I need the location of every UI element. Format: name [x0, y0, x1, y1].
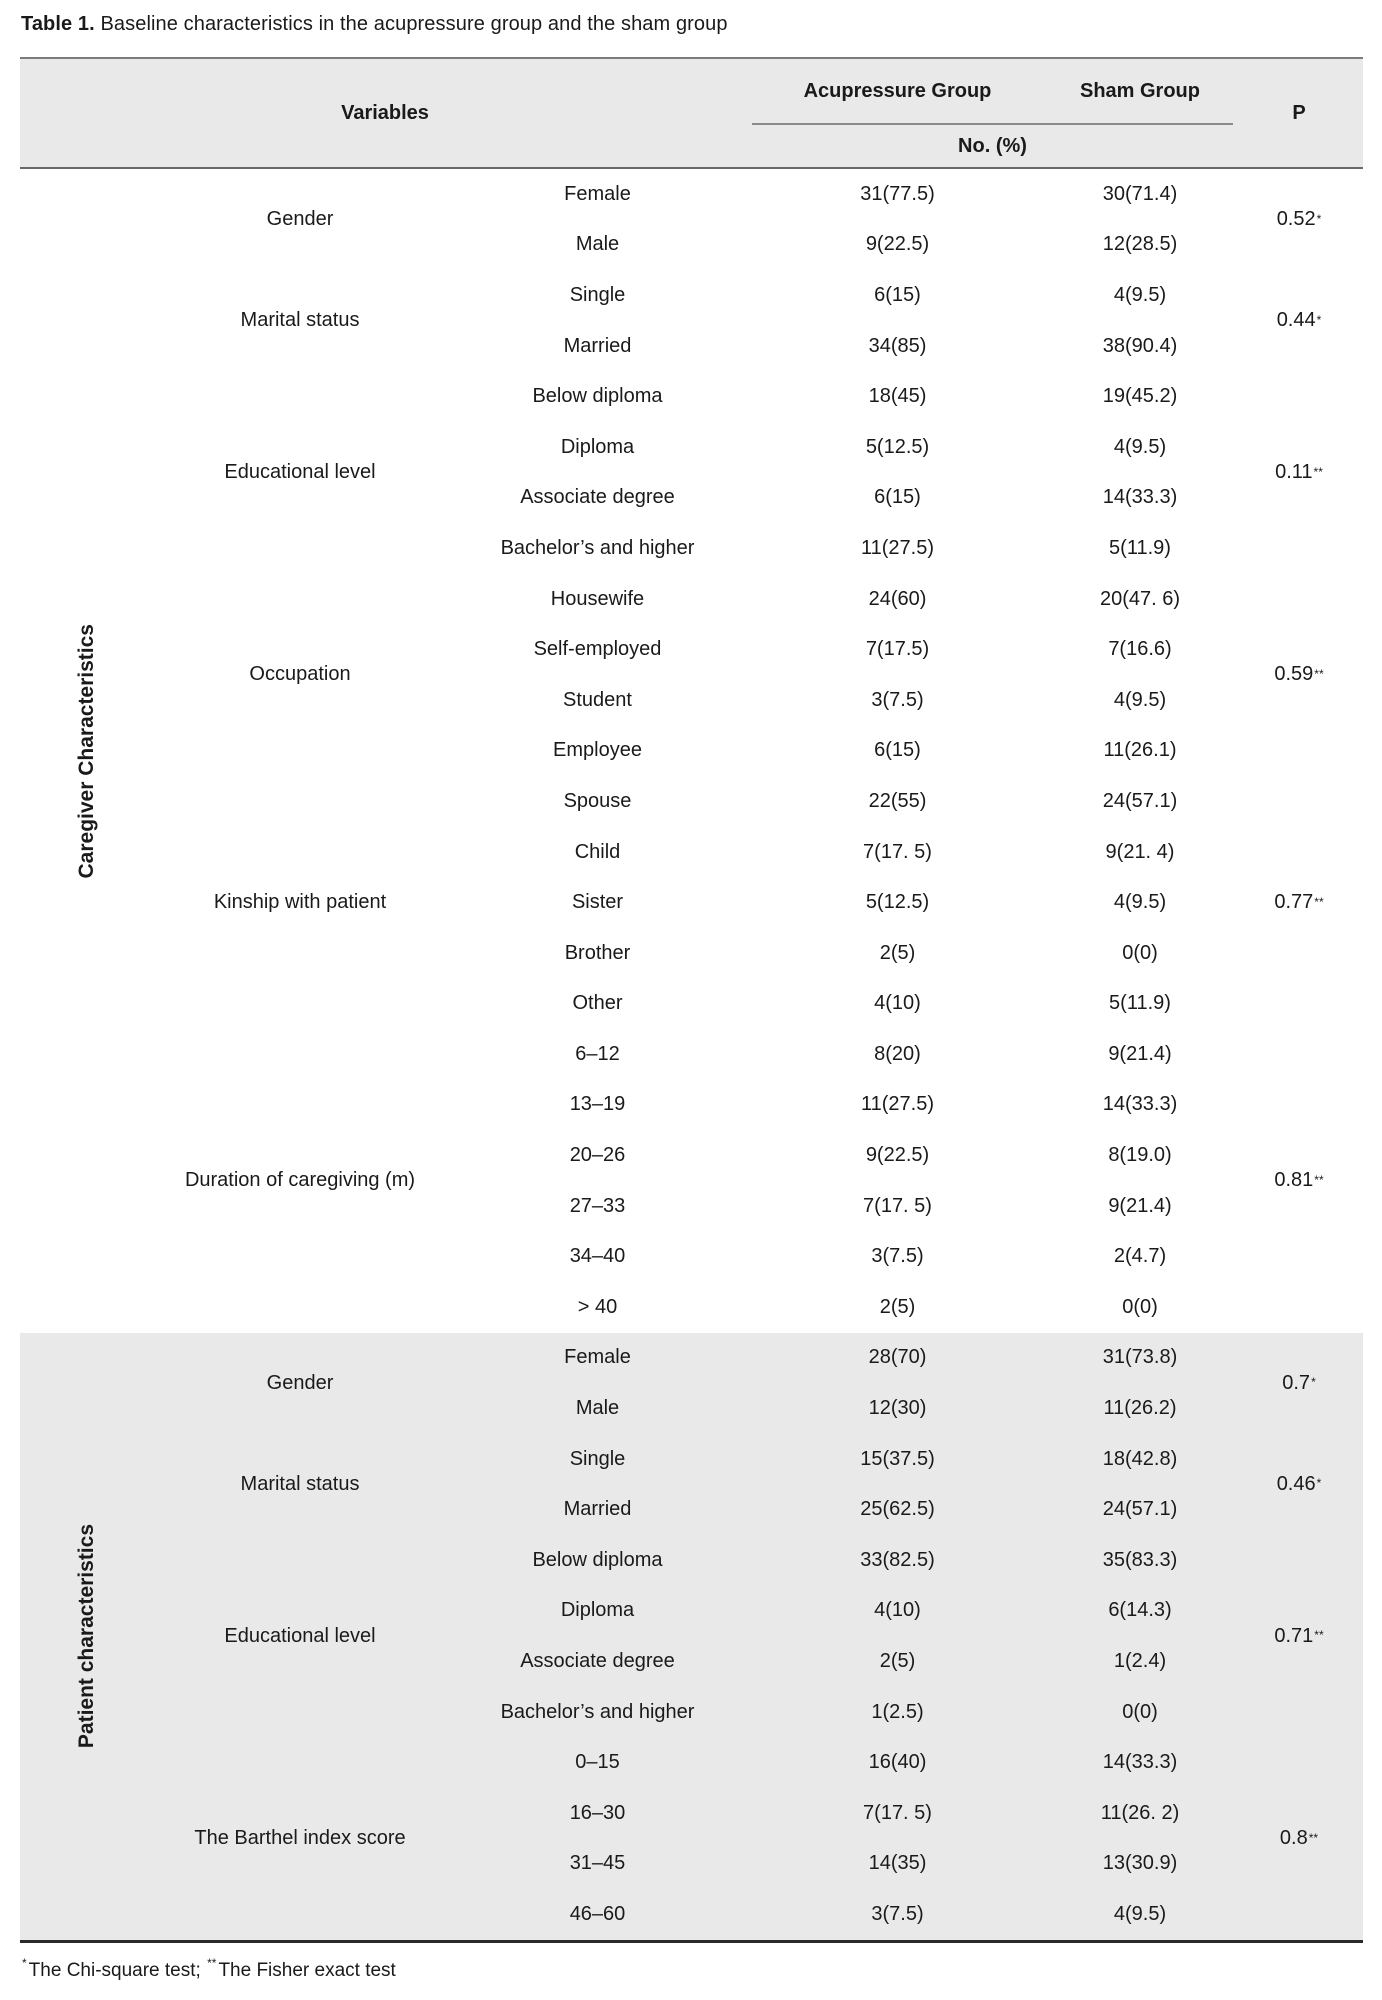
acupressure-value-cell: 16(40): [868, 1751, 927, 1774]
acupressure-value-cell: 5(12.5): [865, 891, 930, 914]
acupressure-value-cell: 8(20): [874, 1042, 921, 1065]
acupressure-value-cell: 24(60): [868, 587, 927, 610]
table-header: [20, 59, 1363, 169]
sham-value-cell: 9(21.4): [1108, 1194, 1172, 1217]
p-value: 0.52: [1276, 208, 1316, 231]
sham-value-cell: 11(26.1): [1103, 739, 1177, 762]
acupressure-value-cell: 7(17. 5): [863, 1194, 932, 1217]
category-cell: Spouse: [563, 789, 632, 812]
acupressure-value-cell: 31(77.5): [860, 182, 935, 205]
sham-value-cell: 30(71.4): [1102, 182, 1178, 205]
category-cell: Male: [575, 1397, 620, 1420]
category-cell: 46–60: [569, 1902, 626, 1925]
p-value: 0.71: [1274, 1624, 1314, 1647]
category-cell: Associate degree: [520, 1650, 675, 1673]
variable-cell: Kinship with patient: [213, 891, 387, 914]
header-variables: Variables: [341, 101, 429, 124]
acupressure-value-cell: 4(10): [874, 1599, 921, 1622]
sham-value-cell: 13(30.9): [1102, 1852, 1178, 1875]
category-cell: Married: [563, 334, 632, 357]
variable-cell: Marital status: [240, 309, 360, 332]
table-caption: [21, 13, 728, 36]
sham-value-cell: 5(11.9): [1109, 992, 1171, 1015]
header-groups: [750, 59, 1235, 167]
header-group-names: [750, 59, 1235, 123]
acupressure-value-cell: 14(35): [868, 1852, 927, 1875]
p-value-cell: 0.52 *: [1276, 208, 1322, 231]
sham-value-cell: 4(9.5): [1113, 435, 1167, 458]
acupressure-value-cell: 15(37.5): [860, 1447, 935, 1470]
category-cell: Child: [574, 840, 621, 863]
acupressure-value-cell: 28(70): [868, 1346, 927, 1369]
sham-value-cell: 4(9.5): [1113, 688, 1167, 711]
p-value: 0.46: [1276, 1472, 1316, 1495]
sham-value-cell: 1(2.4): [1113, 1650, 1167, 1673]
p-value-cell: 0.77 **: [1274, 891, 1324, 914]
category-cell: Student: [563, 688, 632, 711]
acupressure-value-cell: 12(30): [868, 1397, 927, 1420]
category-cell: Other: [572, 992, 623, 1015]
acupressure-value-cell: 1(2.5): [871, 1700, 924, 1723]
table-number: Table 1.: [21, 13, 95, 35]
variable-cell: Educational level: [224, 1624, 376, 1647]
variable-cell: Occupation: [249, 663, 351, 686]
sham-value-cell: 35(83.3): [1102, 1548, 1178, 1571]
category-cell: Male: [575, 233, 620, 256]
acupressure-value-cell: 3(7.5): [871, 1245, 924, 1268]
category-cell: Diploma: [560, 435, 635, 458]
table-footnote: [21, 1955, 396, 1982]
section-patient: [20, 1333, 1363, 1940]
category-cell: Diploma: [560, 1599, 635, 1622]
p-value: 0.59: [1274, 663, 1314, 686]
acupressure-value-cell: 2(5): [879, 1650, 916, 1673]
acupressure-value-cell: 9(22.5): [865, 233, 930, 256]
acupressure-value-cell: 9(22.5): [865, 1144, 930, 1167]
sham-value-cell: 4(9.5): [1113, 283, 1167, 306]
p-value: 0.11: [1275, 461, 1313, 484]
category-cell: Bachelor’s and higher: [500, 536, 695, 559]
acupressure-value-cell: 5(12.5): [865, 435, 930, 458]
sham-value-cell: 24(57.1): [1102, 789, 1178, 812]
category-cell: Employee: [553, 739, 642, 762]
acupressure-value-cell: 7(17.5): [865, 638, 930, 661]
p-value: 0.81: [1274, 1169, 1314, 1192]
sham-value-cell: 5(11.9): [1109, 536, 1171, 559]
sham-value-cell: 6(14.3): [1108, 1599, 1172, 1622]
p-value: 0.8: [1279, 1827, 1308, 1850]
sham-value-cell: 31(73.8): [1102, 1346, 1178, 1369]
acupressure-value-cell: 2(5): [879, 941, 916, 964]
sham-value-cell: 7(16.6): [1108, 638, 1172, 661]
p-value-cell: 0.71 **: [1274, 1624, 1324, 1647]
acupressure-value-cell: 2(5): [879, 1295, 916, 1318]
sham-value-cell: 9(21.4): [1108, 1042, 1172, 1065]
variable-cell: Gender: [266, 1371, 334, 1394]
table-caption-text: Baseline characteristics in the acupressure group and the sham group: [94, 13, 728, 35]
p-value-cell: 0.46 *: [1276, 1472, 1322, 1495]
footnote-mark-fisher: **: [207, 1955, 217, 1970]
category-cell: 31–45: [569, 1852, 626, 1875]
sham-value-cell: 8(19.0): [1108, 1144, 1172, 1167]
sham-value-cell: 0(0): [1122, 1295, 1158, 1318]
category-cell: 6–12: [575, 1042, 620, 1065]
section-label: [20, 169, 155, 1333]
category-cell: 16–30: [569, 1801, 626, 1824]
p-value-cell: 0.81 **: [1274, 1169, 1324, 1192]
acupressure-value-cell: 11(27.5): [860, 1093, 934, 1116]
sham-value-cell: 19(45.2): [1102, 385, 1178, 408]
sham-value-cell: 2(4.7): [1113, 1245, 1167, 1268]
category-cell: 34–40: [569, 1245, 626, 1268]
variable-cell: Gender: [266, 208, 334, 231]
acupressure-value-cell: 22(55): [868, 789, 927, 812]
variable-cell: Duration of caregiving (m): [184, 1169, 416, 1192]
category-cell: Female: [564, 182, 631, 205]
category-cell: Below diploma: [532, 1548, 663, 1571]
category-cell: Housewife: [550, 587, 645, 610]
sham-value-cell: 18(42.8): [1102, 1447, 1178, 1470]
section-caregiver: [20, 169, 1363, 1333]
category-cell: 13–19: [569, 1093, 626, 1116]
header-acupressure-group: Acupressure Group: [803, 79, 992, 102]
category-cell: Below diploma: [532, 385, 663, 408]
category-cell: 20–26: [569, 1144, 626, 1167]
acupressure-value-cell: 3(7.5): [871, 1902, 924, 1925]
category-cell: Single: [569, 283, 626, 306]
category-cell: 0–15: [575, 1751, 620, 1774]
section-label-text: Caregiver Characteristics: [75, 623, 99, 879]
acupressure-value-cell: 6(15): [874, 739, 921, 762]
acupressure-value-cell: 4(10): [874, 992, 921, 1015]
sham-value-cell: 12(28.5): [1102, 233, 1178, 256]
p-value-cell: 0.11 **: [1275, 461, 1323, 484]
sham-value-cell: 11(26.2): [1103, 1397, 1177, 1420]
category-cell: Bachelor’s and higher: [500, 1700, 695, 1723]
acupressure-value-cell: 7(17. 5): [863, 840, 932, 863]
p-value-cell: 0.44 *: [1276, 309, 1322, 332]
footnote-fisher: The Fisher exact test: [218, 1960, 396, 1981]
category-cell: Married: [563, 1498, 632, 1521]
sham-value-cell: 4(9.5): [1113, 1902, 1167, 1925]
header-no-percent: No. (%): [958, 134, 1027, 157]
category-cell: Associate degree: [520, 486, 675, 509]
sham-value-cell: 0(0): [1122, 941, 1158, 964]
category-cell: Self-employed: [533, 638, 662, 661]
variable-cell: Educational level: [224, 461, 376, 484]
sham-value-cell: 14(33.3): [1102, 1093, 1178, 1116]
footnote-chi-square: The Chi-square test;: [28, 1960, 207, 1981]
table-body: [20, 169, 1363, 1940]
acupressure-value-cell: 6(15): [874, 486, 921, 509]
sham-value-cell: 0(0): [1122, 1700, 1158, 1723]
category-cell: Brother: [564, 941, 631, 964]
p-value-cell: 0.59 **: [1274, 663, 1324, 686]
variable-cell: Marital status: [240, 1472, 360, 1495]
p-value: 0.77: [1274, 891, 1314, 914]
sham-value-cell: 38(90.4): [1102, 334, 1178, 357]
acupressure-value-cell: 25(62.5): [860, 1498, 935, 1521]
p-value: 0.44: [1276, 309, 1316, 332]
sham-value-cell: 9(21. 4): [1105, 840, 1175, 863]
sham-value-cell: 14(33.3): [1102, 486, 1178, 509]
header-p: P: [1292, 101, 1306, 124]
footnote-mark-chi: *: [22, 1955, 27, 1970]
category-cell: > 40: [577, 1295, 618, 1318]
p-value-cell: 0.7 *: [1282, 1371, 1316, 1394]
acupressure-value-cell: 6(15): [874, 283, 921, 306]
category-cell: Sister: [571, 891, 624, 914]
header-sham-group: Sham Group: [1079, 79, 1200, 102]
category-cell: Single: [569, 1447, 626, 1470]
acupressure-value-cell: 34(85): [868, 334, 927, 357]
sham-value-cell: 24(57.1): [1102, 1498, 1178, 1521]
sham-value-cell: 14(33.3): [1102, 1751, 1178, 1774]
category-cell: 27–33: [569, 1194, 626, 1217]
sham-value-cell: 11(26. 2): [1100, 1801, 1180, 1824]
variable-cell: The Barthel index score: [194, 1827, 406, 1850]
acupressure-value-cell: 11(27.5): [860, 536, 934, 559]
acupressure-value-cell: 18(45): [868, 385, 927, 408]
acupressure-value-cell: 7(17. 5): [863, 1801, 932, 1824]
section-label-text: Patient characteristics: [75, 1524, 99, 1749]
p-value-cell: 0.8 **: [1279, 1827, 1319, 1850]
acupressure-value-cell: 33(82.5): [860, 1548, 935, 1571]
sham-value-cell: 20(47. 6): [1099, 587, 1181, 610]
acupressure-value-cell: 3(7.5): [871, 688, 924, 711]
section-label: [20, 1333, 155, 1940]
category-cell: Female: [564, 1346, 631, 1369]
sham-value-cell: 4(9.5): [1113, 891, 1167, 914]
baseline-characteristics-table: [20, 57, 1363, 1943]
p-value: 0.7: [1282, 1371, 1311, 1394]
